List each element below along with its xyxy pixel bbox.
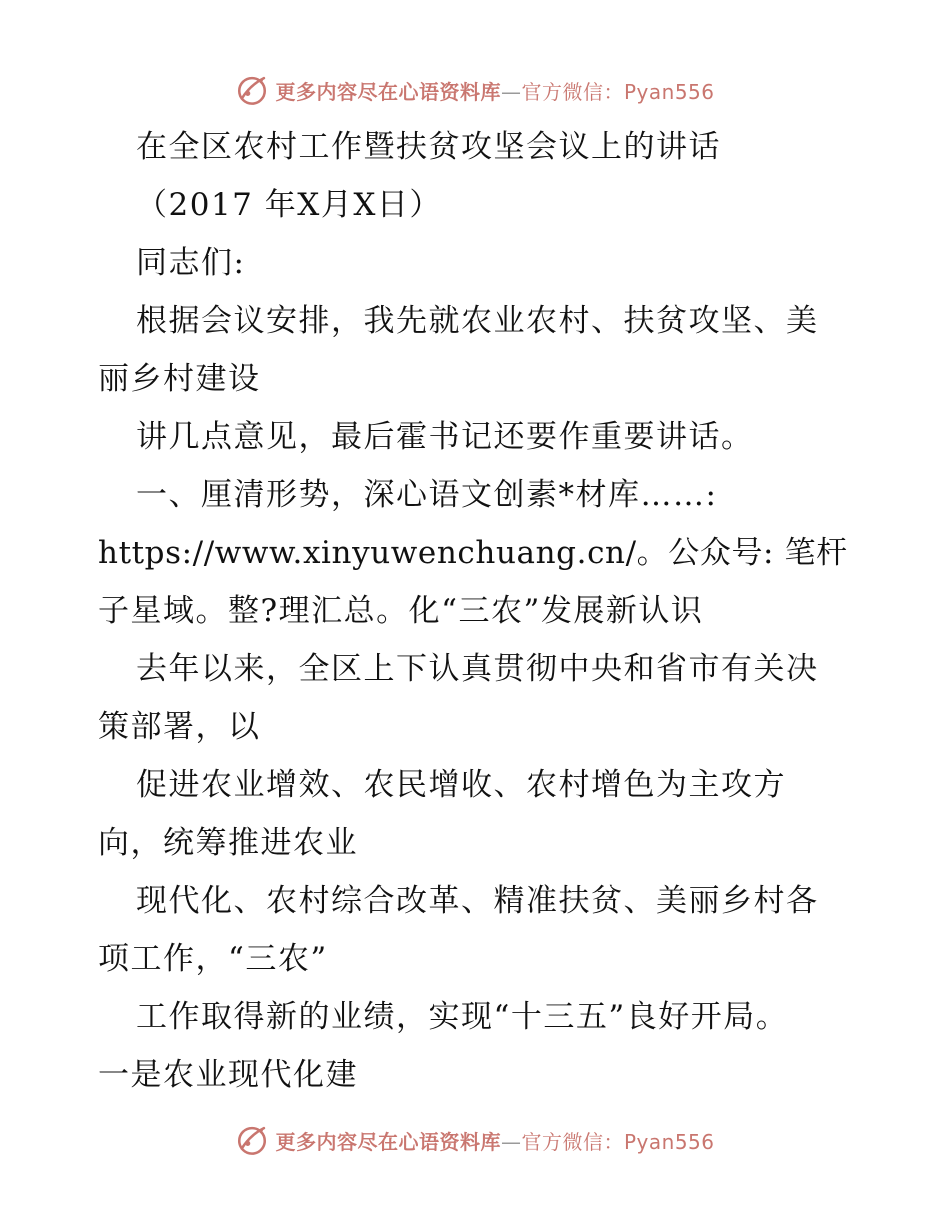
body-line: 讲几点意见，最后霍书记还要作重要讲话。 xyxy=(136,419,754,455)
body-line: 向，统筹推进农业 xyxy=(98,825,358,861)
watermark-separator: — xyxy=(500,1129,522,1154)
body-line-url: https://www.xinyuwenchuang.cn/。公众号: 笔杆 xyxy=(98,535,848,571)
footer-watermark xyxy=(0,1120,950,1160)
watermark-text xyxy=(275,1126,714,1155)
watermark-wechat-label: 官方微信： xyxy=(521,1129,624,1154)
document-date: （2017 年X月X日） xyxy=(136,187,442,223)
brand-logo-icon xyxy=(235,1123,269,1157)
salutation: 同志们: xyxy=(136,245,246,281)
body-line: 策部署，以 xyxy=(98,709,261,745)
brand-logo-icon xyxy=(235,73,269,107)
body-line: 现代化、农村综合改革、精准扶贫、美丽乡村各 xyxy=(136,883,819,919)
watermark-brand: 更多内容尽在心语资料库 xyxy=(275,79,501,104)
document-title: 在全区农村工作暨扶贫攻坚会议上的讲话 xyxy=(136,129,721,165)
watermark-wechat-label: 官方微信： xyxy=(521,79,624,104)
body-line: 工作取得新的业绩，实现“十三五”良好开局。 xyxy=(136,999,789,1035)
header-watermark xyxy=(0,70,950,110)
watermark-wechat-id: Pyan556 xyxy=(623,1129,715,1154)
watermark-brand: 更多内容尽在心语资料库 xyxy=(275,1129,501,1154)
body-line: 子星域。整?理汇总。化“三农”发展新认识 xyxy=(98,593,704,629)
watermark-separator: — xyxy=(500,79,522,104)
body-line: 根据会议安排，我先就农业农村、扶贫攻坚、美 xyxy=(136,303,819,339)
body-line: 一是农业现代化建 xyxy=(98,1057,358,1093)
body-line: 一、厘清形势，深心语文创素*材库……: xyxy=(136,477,718,513)
document-body xyxy=(98,118,858,1104)
body-line: 项工作，“三农” xyxy=(98,941,328,977)
body-line: 促进农业增效、农民增收、农村增色为主攻方 xyxy=(136,767,786,803)
watermark-wechat-id: Pyan556 xyxy=(623,79,715,104)
body-line: 去年以来，全区上下认真贯彻中央和省市有关决 xyxy=(136,651,819,687)
body-line: 丽乡村建设 xyxy=(98,361,261,397)
watermark-text xyxy=(275,76,714,105)
